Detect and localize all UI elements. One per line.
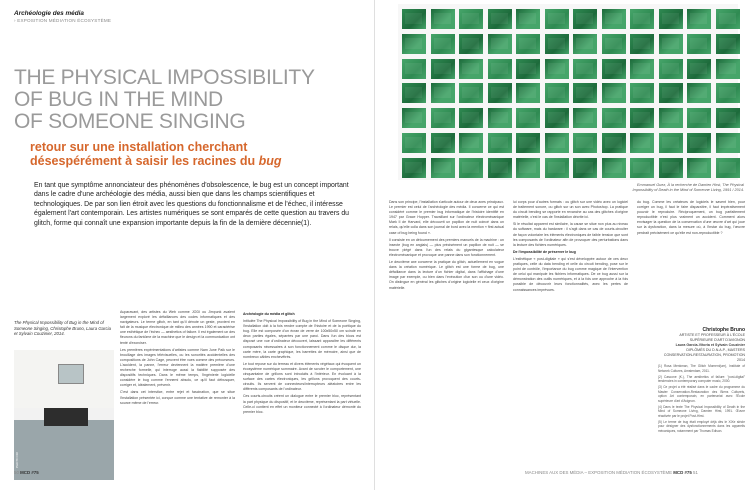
artwork-thumbnail <box>488 108 512 128</box>
signature-line: Laura Garcia-Vitoria et Sylvain Couzinier <box>675 343 745 347</box>
title-line-1: THE PHYSICAL IMPOSSIBILITY <box>14 66 315 89</box>
artwork-thumbnail <box>630 83 654 103</box>
artwork-thumbnail <box>431 9 455 29</box>
author-signature <box>660 328 745 363</box>
footnote: (5) Le terme de bug était employé déjà dès le XIXe siècle pour désigner des dysfonctionnements dans les appareils mécaniques, notamment par Thomas Edison. <box>658 419 745 433</box>
artwork-thumbnail <box>545 133 569 153</box>
artwork-thumbnail <box>516 158 540 178</box>
artwork-thumbnail <box>630 59 654 79</box>
right-column-3 <box>637 200 745 238</box>
artwork-thumbnail <box>459 158 483 178</box>
artwork-thumbnail <box>545 9 569 29</box>
folio-left-number: 50 <box>14 470 19 475</box>
artwork-thumbnail <box>516 9 540 29</box>
footnotes <box>658 364 745 435</box>
artwork-thumbnail <box>659 83 683 103</box>
artwork-thumbnail <box>402 9 426 29</box>
artwork-thumbnail <box>516 83 540 103</box>
artwork-thumbnail <box>516 133 540 153</box>
artwork-thumbnail <box>545 59 569 79</box>
artwork-thumbnail <box>488 83 512 103</box>
section-rubric: Archéologie des média <box>14 10 84 17</box>
artwork-thumbnail <box>402 34 426 54</box>
artwork-thumbnail <box>630 9 654 29</box>
photo-monitor <box>58 364 84 384</box>
artwork-thumbnail <box>602 158 626 178</box>
artwork-thumbnail <box>716 158 740 178</box>
artwork-thumbnail <box>716 83 740 103</box>
installation-photo <box>14 350 114 480</box>
signature-line: DIPLÔMÉS DU D.N.A.P., MASTERS CONSERVATION-RESTAURATION, PROMOTION 2014 <box>663 348 745 362</box>
left-column-2 <box>120 310 235 408</box>
folio-left-magazine: MCD #75 <box>20 470 39 475</box>
folio-right-magazine: MACHINES AUX DES MÉDIA – EXPOSITION MÉDIATION ÉCOSYSTÈME <box>525 470 673 475</box>
rcol3-paragraph: du bug. Comme les créateurs de logiciels le savent bien, pour corriger un bug, il faut le faire disparaître, il faut impérativement pouvoir le reproduire. Réciproquement, un bug parfaitement reproductible n'est plus vraiment un accident. Comment alors envisager la question de la conservation d'une œuvre d'art qui joue sur la dysfonction, dans la mesure où, à l'instar du bug, l'œuvre perdrait précisément ce qu'elle est non-reproductible ? <box>637 200 745 235</box>
artwork-thumbnail <box>630 108 654 128</box>
artwork-thumbnail <box>459 133 483 153</box>
artwork-thumbnail <box>687 9 711 29</box>
artwork-thumbnail <box>545 34 569 54</box>
footnote: (4) Dans le texte The Physical Impossibility of Death in the Mind of Someone Living, Damien Hirst, 1991. Œuvre réactivée par le projet Post-Hirst. <box>658 404 745 418</box>
artwork-thumbnail <box>716 133 740 153</box>
lead-paragraph: En tant que symptôme annonciateur des phénomènes d'obsolescence, le bug est un concept important dans le cadre d'une archéologie des média, aussi bien que dans les champs scientifiques et technologiques. De par son lien étroit avec les questions du fonctionnalisme et de l'échec, il intéresse également l'art contemporain. Les artistes numériques se sont emparés de cette question au travers du glitch, forme qui connaît une expansion importante depuis la fin de la dernière décennie(1). <box>34 182 350 227</box>
artwork-thumbnail <box>687 59 711 79</box>
left-column-3 <box>243 310 361 417</box>
artwork-thumbnail <box>459 34 483 54</box>
artwork-thumbnail <box>431 158 455 178</box>
footnote: (3) Ce projet a été réalisé dans le cadre du programme du Master Conservation-Restauration des Biens Culturels, option Art contemporain, en partenariat avec l'École supérieure d'art d'Avignon. <box>658 385 745 403</box>
col2-paragraph: Les premières expérimentations d'artistes comme Nam June Paik sur le brouillage des images télévisuelles, ou les sonorités accidentelles des compositions de John Cage, peuvent être vues comme des précurseurs. L'accident, la panne, l'erreur deviennent la matière première d'une recherche formelle, qui interroge aussi la fiabilité supposée des dispositifs techniques. Dans le même temps, l'ingénierie logicielle considère le bug comme l'ennemi absolu, ce qu'il faut débusquer, corriger et, idéalement, prévenir. <box>120 347 235 388</box>
artwork-thumbnail <box>630 34 654 54</box>
artwork-thumbnail <box>602 9 626 29</box>
artwork-thumbnail <box>687 158 711 178</box>
artwork-thumbnail <box>573 133 597 153</box>
artwork-thumbnail <box>630 158 654 178</box>
folio-right-issue: MCD #75 <box>673 470 692 475</box>
artwork-thumbnail <box>573 108 597 128</box>
rcol1-paragraph: Dans son principe, l'installation s'articule autour de deux axes principaux. Le premier est celui de l'archéologie des média. Il concerne ce qui est considéré comme le premier bug informatique de l'histoire identifié en 1947 par Grace Hopper. Travaillant sur l'ordinateur électromécanique Mark II de Harvard, elle découvrit un papillon de nuit coincé dans un relais, qu'elle colla dans son journal de bord avec la mention « first actual case of bug being found ». <box>389 200 504 235</box>
footnote: (1) Rosa Menkman, The Glitch Moment(um), Institute of Network Cultures, Amsterdam, 2011. <box>658 364 745 373</box>
artwork-thumbnail <box>573 158 597 178</box>
artwork-thumbnail <box>659 158 683 178</box>
artwork-thumbnail <box>716 34 740 54</box>
subtitle-bug: bug <box>258 154 282 168</box>
artwork-thumbnail <box>516 59 540 79</box>
photo-device <box>44 408 88 426</box>
photo-credit: PHOTO DR <box>15 452 19 468</box>
artwork-thumbnail <box>602 59 626 79</box>
artwork-thumbnail <box>573 59 597 79</box>
col2-paragraph: C'est dans cet interstice, entre rejet et fascination, que se situe l'installation présentée ici, conçue comme une tentative de remonter à la source même de l'erreur. <box>120 390 235 405</box>
artwork-thumbnail <box>659 9 683 29</box>
artwork-thumbnail <box>402 133 426 153</box>
artwork-thumbnail <box>602 34 626 54</box>
signature-line: ARTISTE ET PROFESSEUR À L'ÉCOLE SUPÉRIEURE D'ART D'AVIGNON <box>679 333 745 342</box>
col3-paragraph: Ces courts-circuits créent un dialogue entre le premier bloc, représentant la part physique du dispositif, et le deuxième, représentant la part virtuelle. Celle-ci contient en effet un moniteur connecté à l'ordinateur démonté du premier bloc. <box>243 394 361 414</box>
artwork-thumbnail <box>602 83 626 103</box>
title-line-2: OF BUG IN THE MIND <box>14 88 223 111</box>
photo-caption: The Physical Impossibility of Bug in the Mind of Someone Singing, Christophe Bruno, Laura Garcia et Sylvain Couzinier, 2014. <box>14 320 111 337</box>
rcol2-paragraph: lui corps pour d'autres formats : ou glitch sur une vidéo avec un logiciel de traitement sonore, ou glitch sur un son avec Photoshop. La pratique du circuit bending se rapporte en revanche au cas des glitches d'origine matérielle, c'est le cas de l'installation décrite ici. <box>513 200 628 220</box>
section-subrubric: › EXPOSITION MÉDIATION ÉCOSYSTÈME <box>14 18 112 23</box>
rcol2-paragraph: Si le résultat apparent est similaire, la cause se situe non plus au niveau du software, mais du hardware : il s'agit dans ce cas de courts-circuiter de façon volontaire les éléments électroniques de faible tension que sont les composants de l'ordinateur afin de provoquer des perturbations dans la lecture des fichiers numériques. <box>513 222 628 247</box>
right-column-2 <box>513 200 628 295</box>
artwork-thumbnail <box>431 108 455 128</box>
artwork-thumbnail <box>488 34 512 54</box>
col3-heading: Archéologie du média et glitch <box>243 312 295 316</box>
article-title <box>14 67 366 133</box>
artwork-thumbnail <box>402 108 426 128</box>
title-line-3: OF SOMEONE SINGING <box>14 110 246 133</box>
artwork-thumbnail <box>602 133 626 153</box>
artwork-thumbnail <box>459 59 483 79</box>
artwork-thumbnail <box>402 83 426 103</box>
col3-paragraph: Intitulée The Physical Impossibility of Bug in the Mind of Someone Singing, l'installation doit à la fois rendre compte de l'histoire et de la poétique du bug. Elle est composée d'un écran de verre de 100x50x50 cm scindé en deux parties égales, séparées par une paroi. Dans l'un des blocs est disposé une vue d'ordinateur découvert, laissant apparaître les différents composants nécessaires à son fonctionnement comme le disque dur, la carte mère, la carte graphique, les barrettes de mémoire, ainsi que de nombreux câbles enchevêtrés. <box>243 319 361 359</box>
artwork-thumbnail <box>573 83 597 103</box>
artwork-thumbnail <box>488 59 512 79</box>
artwork-thumbnail <box>402 59 426 79</box>
artwork-thumbnail <box>716 9 740 29</box>
artwork-thumbnail <box>488 133 512 153</box>
artwork-thumbnail <box>716 59 740 79</box>
artwork-thumbnail <box>545 158 569 178</box>
rcol1-paragraph: Le deuxième axe concerne la pratique du glitch, actuellement en vogue dans la création numérique. Le glitch est une forme de bug, une défaillance dans la lecture d'un fichier digital, dans l'affichage d'une image par exemple, ou bien dans l'exécution d'un son ou d'une vidéo. On distingue en général les glitches d'origine logicielle et ceux d'origine matérielle. <box>389 260 504 290</box>
artwork-thumbnail <box>459 9 483 29</box>
artwork-thumbnail <box>687 133 711 153</box>
artwork-thumbnail <box>687 108 711 128</box>
artwork-thumbnail <box>602 108 626 128</box>
artwork-thumbnail <box>573 34 597 54</box>
folio-right <box>525 470 698 475</box>
artwork-image-grid <box>398 4 738 180</box>
artwork-thumbnail <box>630 133 654 153</box>
article-subtitle <box>30 140 350 168</box>
artwork-thumbnail <box>516 34 540 54</box>
col2-paragraph: Auparavant, des artistes du Web comme JODI ou Jimpunk avaient largement exploré les défaillances des codes informatiques et des navigateurs. Le terme glitch, en tant qu'il dénote un geste, provient en fait de la musique électronique de milieu des années 1990 et caractérise une esthétique de l'échec — aesthetics of failure. Il est également un des fleurons du fantôme de la machine que le design et la communication ont tenté d'exorciser. <box>120 310 235 345</box>
artwork-thumbnail <box>659 59 683 79</box>
artwork-thumbnail <box>459 108 483 128</box>
signature-name: Christophe Bruno <box>702 327 745 333</box>
folio-right-number: 51 <box>693 470 698 475</box>
subtitle-line-1: retour sur une installation cherchant <box>30 140 248 154</box>
rcol2-heading: De l'impossibilité de préserver le bug <box>513 249 576 254</box>
artwork-thumbnail <box>459 83 483 103</box>
artwork-thumbnail <box>687 83 711 103</box>
footnote: (2) Cascone (K.), The aesthetics of failure: "post-digital" tendencies in contemporary computer music, 2000. <box>658 374 745 383</box>
artwork-thumbnail <box>545 108 569 128</box>
artwork-thumbnail <box>431 34 455 54</box>
artwork-thumbnail <box>402 158 426 178</box>
col3-paragraph: Le tout repose sur du terreau et divers éléments végétaux qui évoquent un écosystème numérique sommaire. Avant de scruter le comportement, une cinquantaine de grillons sont introduits à l'intérieur. En évoluant à la surface des cartes électroniques, les grillons provoquent des courts-circuits. Ils servent de connecteurs/interrupteurs aléatoires entre les différents composants de l'ordinateur. <box>243 361 361 392</box>
artwork-thumbnail <box>431 83 455 103</box>
artwork-caption: Emmanuel Guez, À la recherche de Damien Hirst, The Physical Impossibility of Death in the Mind of Someone Living, 1991 / 2014. <box>632 183 744 192</box>
rcol2-paragraph: L'esthétique « post-digitale » qui s'est développée autour de ces deux pratiques, celle du data bending et celle du circuit bending, pose sur le point de contrôle, l'importance du bug comme magique de l'intervention de celui qui manipule les fichiers informatiques. De ce bug aussi sur la démonstration des outils numériques, et à la fois une approche à la fois possible de découvrir leurs fonctionnalités, avec les pertes de connaissances imprévues. <box>513 256 628 292</box>
artwork-thumbnail <box>516 108 540 128</box>
right-page <box>375 0 750 490</box>
subtitle-line-2: désespérément à saisir les racines du <box>30 154 259 168</box>
artwork-thumbnail <box>659 34 683 54</box>
artwork-thumbnail <box>545 83 569 103</box>
artwork-thumbnail <box>573 9 597 29</box>
artwork-thumbnail <box>488 158 512 178</box>
artwork-thumbnail <box>659 108 683 128</box>
artwork-thumbnail <box>431 59 455 79</box>
artwork-thumbnail <box>431 133 455 153</box>
artwork-thumbnail <box>659 133 683 153</box>
folio-left <box>14 470 39 475</box>
rcol1-paragraph: Il consiste en un détournement des premiers manuels de la machine : un insecte (bug en anglais) — plus précisément un papillon de nuit — se trouve piégé dans l'un des relais du gigantesque calculateur électromécanique et provoque une panne dans son fonctionnement. <box>389 237 504 257</box>
artwork-thumbnail <box>687 34 711 54</box>
right-column-1 <box>389 200 504 293</box>
artwork-thumbnail <box>488 9 512 29</box>
artwork-thumbnail <box>716 108 740 128</box>
